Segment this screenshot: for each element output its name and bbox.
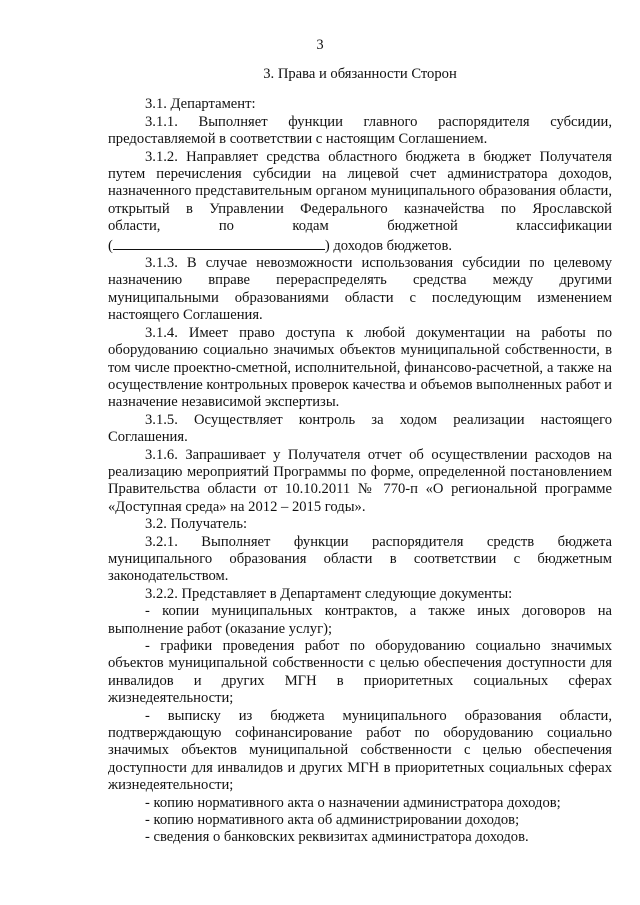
list-item: - графики проведения работ по оборудованию социально значимых объектов муниципальной собственности с целью обеспечения доступности для инвалидов и других МГН в приоритетных социальных сферах жизнедеятельности; [108, 638, 612, 707]
document-body [108, 66, 612, 847]
list-item: - сведения о банковских реквизитах администратора доходов. [145, 829, 529, 846]
clause-3-1-3: 3.1.3. В случае невозможности использования субсидии по целевому назначению вправе перераспределять средства между другими муниципальными образованиями области с последующим изменением настоящего Соглашения. [108, 255, 612, 324]
blank-open-paren: ( [108, 237, 113, 254]
clause-3-1: 3.1. Департамент: [145, 96, 256, 113]
blank-code-field [113, 236, 325, 250]
list-item: - копию нормативного акта о назначении администратора доходов; [145, 794, 561, 811]
section-title: 3. Права и обязанности Сторон [263, 66, 457, 82]
word-klassifikatsii: классификации [516, 218, 612, 235]
word-kodam: кодам [292, 218, 329, 235]
list-item: - выписку из бюджета муниципального образования области, подтверждающую софинансирование работ по оборудованию социально значимых объектов муниципальной собственности с целью обеспечения доступности для инвалидов и других МГН в приоритетных социальных сферах жизнедеятельности; [108, 707, 612, 794]
clause-3-2: 3.2. Получатель: [145, 516, 248, 533]
list-item: - копию нормативного акта об администрировании доходов; [145, 812, 520, 829]
clause-3-1-4: 3.1.4. Имеет право доступа к любой документации на работы по оборудованию социально значимых объектов муниципальной собственности, в том числе проектно-сметной, исполнительной, финансово-расчетной, а также на осуществление контрольных проверок качества и объемов выполненных работ и назначение независимой экспертизы. [108, 324, 612, 411]
word-po: по [218, 218, 234, 235]
clause-3-1-6: 3.1.6. Запрашивает у Получателя отчет об осуществлении расходов на реализацию мероприятий Программы по форме, определенной постановлением Правительства области от 10.10.2011 № 770-п «О региональной программе «Доступная среда» на 2012 – 2015 годы». [108, 446, 612, 515]
clause-3-1-1: 3.1.1. Выполняет функции главного распорядителя субсидии, предоставляемой в соответствии с настоящим Соглашением. [108, 113, 612, 148]
clause-3-1-5: 3.1.5. Осуществляет контроль за ходом реализации настоящего Соглашения. [108, 411, 612, 446]
list-item: - копии муниципальных контрактов, а также иных договоров на выполнение работ (оказание услуг); [108, 603, 612, 637]
clause-3-1-2-tail [108, 236, 612, 255]
clause-3-2-2: 3.2.2. Представляет в Департамент следующие документы: [145, 585, 513, 602]
word-oblasti: области, [108, 218, 161, 235]
clause-3-2-1: 3.2.1. Выполняет функции распорядителя средств бюджета муниципального образования области в соответствии с бюджетным законодательством. [108, 533, 612, 585]
clause-3-1-2-spread-line [108, 218, 612, 235]
page-number: 3 [316, 37, 324, 53]
clause-3-1-2-tail-text: ) доходов бюджетов. [324, 237, 453, 254]
clause-3-1-2: 3.1.2. Направляет средства областного бюджета в бюджет Получателя путем перечисления субсидии на лицевой счет администратора доходов, назначенного представительным органом муниципального образования области, открытый в Управлении Федерального казначейства по Ярославской [108, 148, 612, 217]
word-byudzhetnoy: бюджетной [387, 218, 458, 235]
